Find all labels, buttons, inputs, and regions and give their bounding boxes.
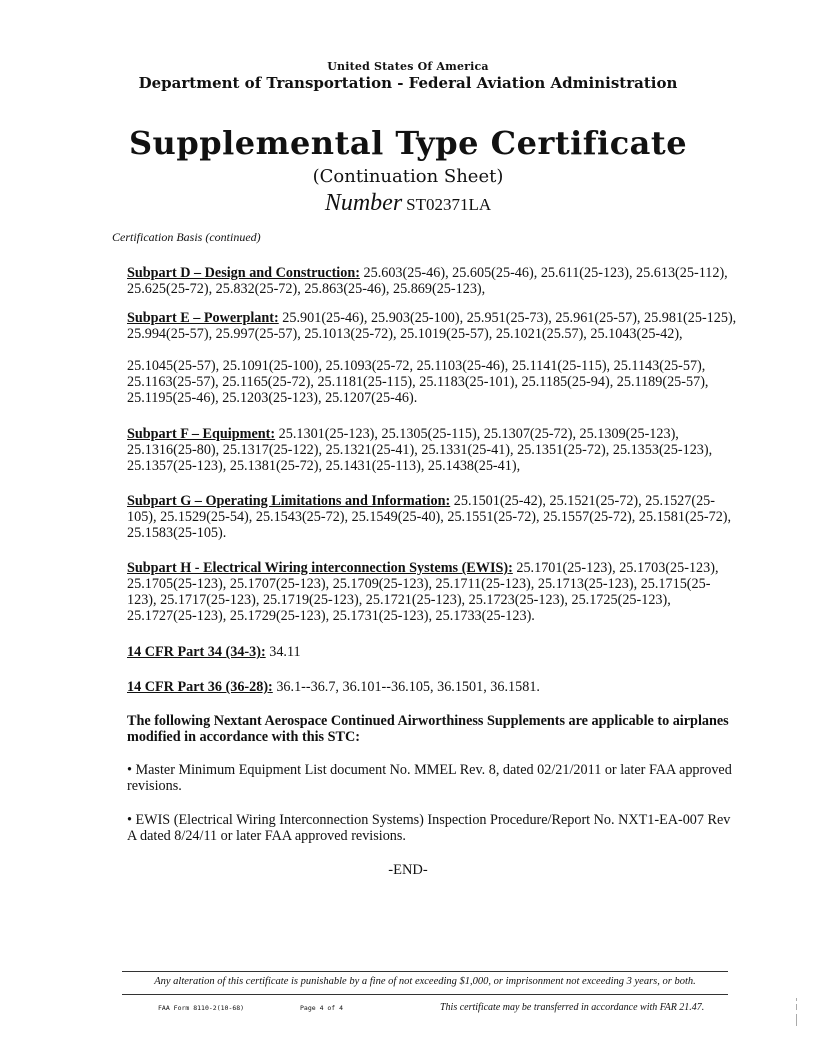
section-text: 25.1501(25-42), 25.1521(25-72), 25.1527(25-105), 25.1529(25-54), 25.1543(25-72), 25.1549(25-40), 25.1551(25-72), 25.1557(25-72), 25.1581(25-72), 25.1583(25-105). xyxy=(127,493,732,541)
header-department: Department of Transportation - Federal Aviation Administration xyxy=(138,74,678,92)
certification-basis-label: Certification Basis (continued) xyxy=(112,230,261,244)
section-heading: Subpart F – Equipment: xyxy=(127,426,276,442)
section-text: 36.1--36.7, 36.101--36.105, 36.1501, 36.1581. xyxy=(272,679,540,695)
footer-warning: Any alteration of this certificate is punishable by a fine of not exceeding $1,000, or imprisonment not exceeding 3 years, or both. xyxy=(154,976,696,987)
section-heading: Subpart E – Powerplant: xyxy=(127,310,279,326)
scan-artifact xyxy=(796,998,797,1001)
section-text: 25.603(25-46), 25.605(25-46), 25.611(25-123), 25.613(25-112), 25.625(25-72), 25.832(25-72), 25.863(25-46), 25.869(25-123), xyxy=(127,265,728,297)
number-label: Number xyxy=(324,190,403,216)
number-value: ST02371LA xyxy=(406,195,492,214)
section-heading: Subpart D – Design and Construction: xyxy=(127,265,360,281)
section-text: 34.11 xyxy=(265,644,301,660)
bullet-item xyxy=(127,762,737,794)
bullet-item xyxy=(127,812,737,844)
footer-page-number: Page 4 of 4 xyxy=(300,1004,344,1012)
header-country: United States Of America xyxy=(327,60,489,73)
footer-top-rule xyxy=(122,971,728,972)
scan-artifact xyxy=(796,1004,797,1010)
document-title: Supplemental Type Certificate xyxy=(128,124,688,162)
section-text: 25.1701(25-123), 25.1703(25-123), 25.1705(25-123), 25.1707(25-123), 25.1709(25-123), 25.1711(25-123), 25.1713(25-123), 25.1715(25-123), 25.1717(25-123), 25.1719(25-123), 25.1721(25-123), 25.1723(25-123), 25.1725(25-123), 25.1727(25-123), 25.1729(25-123), 25.1731(25-123), 25.1733(25-123). xyxy=(127,560,719,624)
supplements-intro: The following Nextant Aerospace Continued Airworthiness Supplements are applicable to airplanes modified in accordance with this STC: xyxy=(127,713,729,745)
section-heading: 14 CFR Part 36 (36-28): xyxy=(127,679,273,695)
section-subpart-d xyxy=(127,265,737,297)
footer-bottom-rule xyxy=(122,994,728,995)
section-cfr-part-36 xyxy=(127,679,737,695)
section-subpart-g xyxy=(127,493,737,541)
document-subtitle: (Continuation Sheet) xyxy=(312,166,504,187)
certificate-number xyxy=(0,190,816,217)
section-text: 25.901(25-46), 25.903(25-100), 25.951(25-73), 25.961(25-57), 25.981(25-125), 25.994(25-57), 25.997(25-57), 25.1013(25-72), 25.1019(25-57), 25.1021(25.57), 25.1043(25-42), xyxy=(127,310,737,342)
section-subpart-f xyxy=(127,426,737,474)
scan-artifact xyxy=(796,1014,797,1026)
section-heading: Subpart H - Electrical Wiring interconnection Systems (EWIS): xyxy=(127,560,513,576)
bullet-icon: • xyxy=(127,812,136,828)
section-heading: 14 CFR Part 34 (34-3): xyxy=(127,644,266,660)
section-cfr-part-34 xyxy=(127,644,737,660)
section-subpart-e-continued xyxy=(127,358,737,406)
section-text: 25.1301(25-123), 25.1305(25-115), 25.1307(25-72), 25.1309(25-123), 25.1316(25-80), 25.1317(25-122), 25.1321(25-41), 25.1331(25-41), 25.1351(25-72), 25.1353(25-123), 25.1357(25-123), 25.1381(25-72), 25.1431(25-113), 25.1438(25-41), xyxy=(127,426,713,474)
footer-form-number: FAA Form 8110-2(10-68) xyxy=(158,1004,245,1012)
section-heading: Subpart G – Operating Limitations and Information: xyxy=(127,493,451,509)
bullet-text: Master Minimum Equipment List document No. MMEL Rev. 8, dated 02/21/2011 or later FAA approved revisions. xyxy=(127,762,732,794)
section-text: 25.1045(25-57), 25.1091(25-100), 25.1093(25-72, 25.1103(25-46), 25.1141(25-115), 25.1143(25-57), 25.1163(25-57), 25.1165(25-72), 25.1181(25-115), 25.1183(25-101), 25.1185(25-94), 25.1189(25-57), 25.1195(25-46), 25.1203(25-123), 25.1207(25-46). xyxy=(127,358,709,406)
bullet-icon: • xyxy=(127,762,136,778)
section-subpart-e xyxy=(127,310,737,342)
footer-transfer-note: This certificate may be transferred in accordance with FAR 21.47. xyxy=(440,1002,705,1013)
bullet-text: EWIS (Electrical Wiring Interconnection Systems) Inspection Procedure/Report No. NXT1-EA-007 Rev A dated 8/24/11 or later FAA approved revisions. xyxy=(127,812,731,844)
section-subpart-h xyxy=(127,560,737,624)
end-mark: -END- xyxy=(388,862,428,878)
